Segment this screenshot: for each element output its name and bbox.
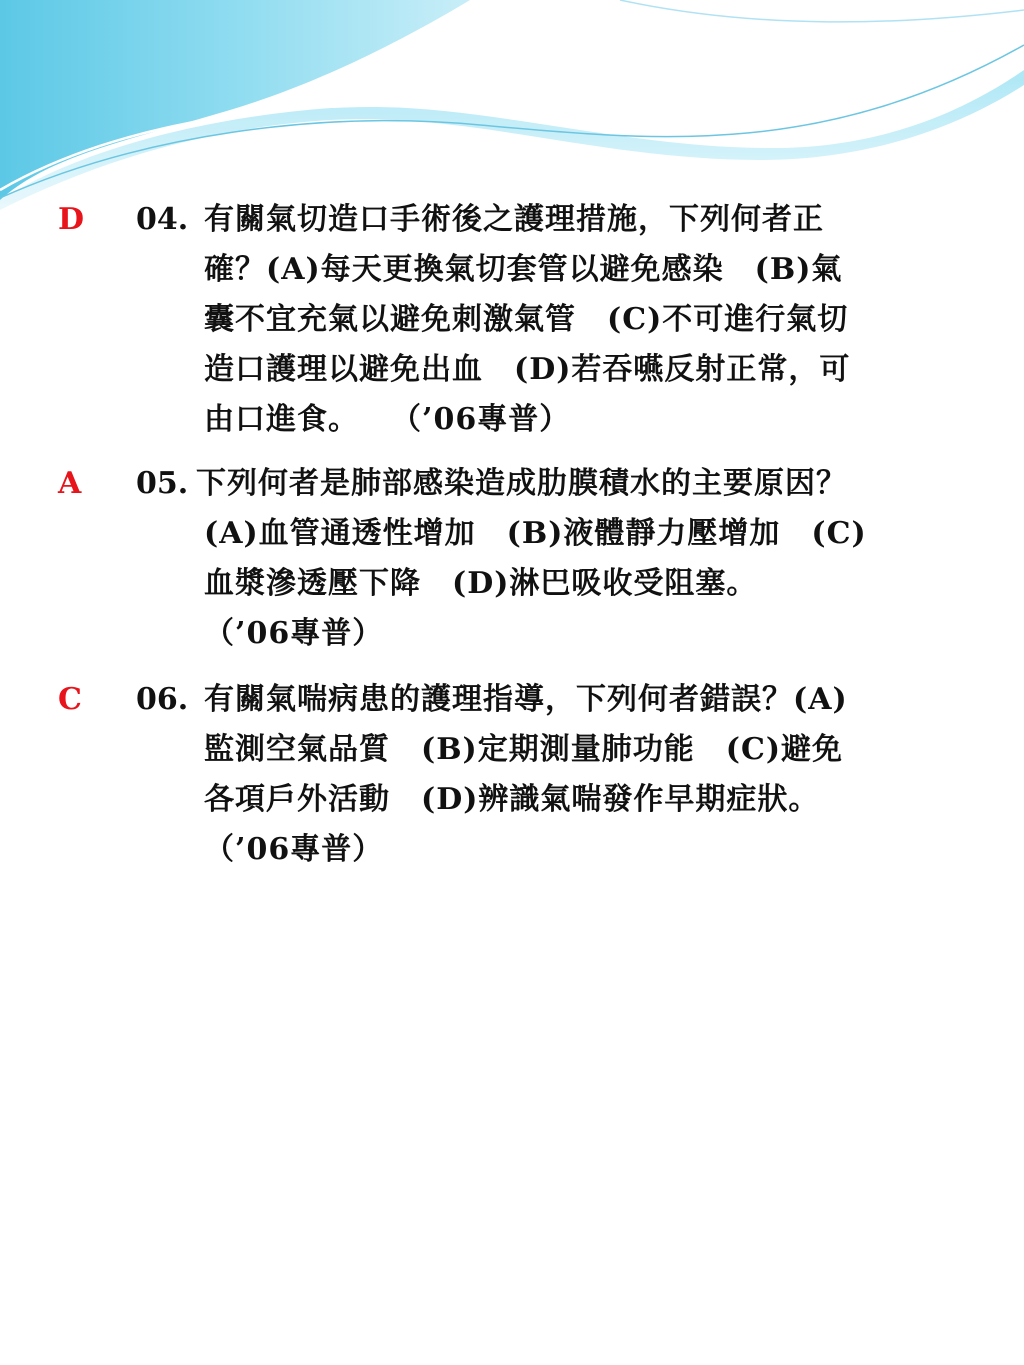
header-wave-decoration bbox=[0, 0, 1024, 210]
answer-key: D bbox=[58, 202, 85, 237]
question-number: 04. bbox=[136, 202, 189, 237]
question-line: （’06專普） bbox=[204, 616, 384, 651]
question-line: 各項戶外活動 (D)辨識氣喘發作早期症狀。 bbox=[204, 782, 820, 817]
question-line: 囊不宜充氣以避免刺激氣管 (C)不可進行氣切 bbox=[204, 302, 849, 337]
question-line: 有關氣切造口手術後之護理措施，下列何者正 bbox=[204, 202, 824, 237]
question-line: (A)血管通透性增加 (B)液體靜力壓增加 (C) bbox=[204, 516, 867, 551]
question-line: 由口進食。 （’06專普） bbox=[204, 402, 571, 437]
question-line: 有關氣喘病患的護理指導，下列何者錯誤？(A) bbox=[204, 682, 848, 717]
answer-key: C bbox=[58, 682, 82, 717]
question-line: 下列何者是肺部感染造成肋膜積水的主要原因？ bbox=[196, 466, 847, 501]
question-line: 確？(A)每天更換氣切套管以避免感染 (B)氣 bbox=[204, 252, 843, 287]
question-number: 06. bbox=[136, 682, 189, 717]
question-line: 造口護理以避免出血 (D)若吞嚥反射正常，可 bbox=[204, 352, 851, 387]
question-number: 05. bbox=[136, 466, 189, 501]
question-line: （’06專普） bbox=[204, 832, 384, 867]
question-line: 血漿滲透壓下降 (D)淋巴吸收受阻塞。 bbox=[204, 566, 758, 601]
question-line: 監測空氣品質 (B)定期測量肺功能 (C)避免 bbox=[204, 732, 844, 767]
answer-key: A bbox=[58, 466, 82, 501]
